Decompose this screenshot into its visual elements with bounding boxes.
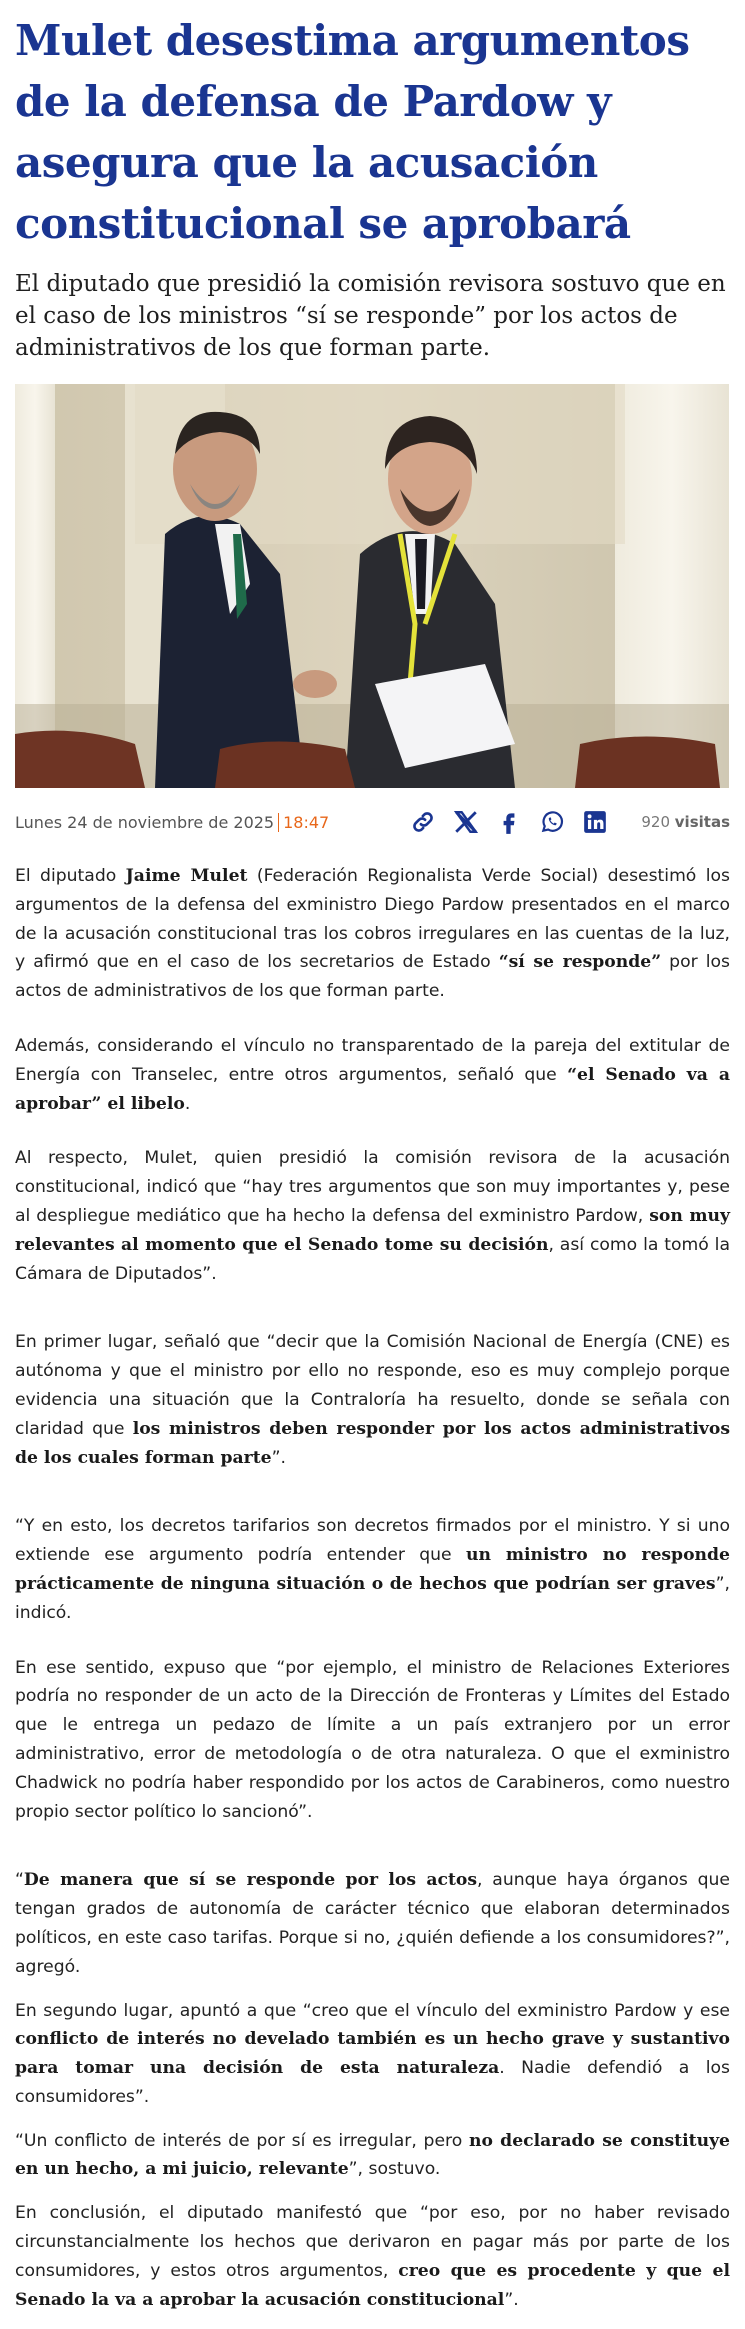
text-run: “ xyxy=(15,1870,24,1891)
article-paragraph xyxy=(15,1328,730,1472)
article-meta xyxy=(15,804,730,840)
visit-counter xyxy=(641,813,730,831)
text-run: El diputado xyxy=(15,866,126,886)
article-paragraph xyxy=(15,862,730,1006)
share-bar xyxy=(394,808,730,836)
article-paragraph xyxy=(15,2127,730,2185)
text-run: ”, sostuvo. xyxy=(348,2159,441,2180)
article-paragraph xyxy=(15,1512,730,1627)
link-icon[interactable] xyxy=(409,808,437,836)
text-run: En primer lugar, señaló que “decir que la Comisión Nacional de Energía (CNE) es autónoma y que el ministro por ello no responde, eso es muy complejo porque evidencia una situación que la Contraloría ha resuelto, donde se señala con claridad que xyxy=(15,1332,730,1439)
bold-text: conflicto de interés no develado también es un hecho grave y sustantivo para tomar una decisión de esta naturaleza xyxy=(15,2029,730,2079)
text-run: Al respecto, Mulet, quien presidió la comisión revisora de la acusación constitucional, indicó que “hay tres argumentos que son muy importantes y, pese al despliegue mediático que ha hecho la defensa del exministro Pardow, xyxy=(15,1148,730,1226)
text-run: . Nadie defendió a los consumidores”. xyxy=(15,2058,730,2107)
text-run: , aunque haya órganos que tengan grados de autonomía de carácter técnico que elaboran determinados políticos, en este caso tarifas. Porque si no, ¿quién defiende a los consumidores?”, agregó. xyxy=(15,1870,730,1977)
publish-date: Lunes 24 de noviembre de 2025 xyxy=(15,812,275,832)
text-run: ”, indicó. xyxy=(15,1573,730,1623)
bold-text: no declarado se constituye en un hecho, a mi juicio, relevante xyxy=(15,2130,730,2180)
text-run: “Y en esto, los decretos tarifarios son decretos firmados por el ministro. Y si uno extiende ese argumento podría entender que xyxy=(15,1516,730,1566)
text-run: En ese sentido, expuso que “por ejemplo, el ministro de Relaciones Exteriores podría no responder de un acto de la Dirección de Fronteras y Límites del Estado que le entrega un pedazo de límite a un país extranjero por un error administrativo, error de metodología o de otra naturaleza. O que el exministro Chadwick no podría haber respondido por los actos de Carabineros, como nuestro propio sector político lo sancionó”. xyxy=(15,1657,730,1822)
text-run: por los actos de administrativos de los que forman parte. xyxy=(15,952,730,1002)
article-body xyxy=(15,862,730,2314)
article-paragraph xyxy=(15,1654,730,1827)
bold-text: Jaime Mulet xyxy=(125,866,248,886)
bold-text: son muy relevantes al momento que el Senado tome su decisión xyxy=(15,1205,730,1255)
bold-text: De manera que sí se responde por los actos xyxy=(23,1870,478,1891)
bold-text: un ministro no responde prácticamente de ninguna situación o de hechos que podrían ser graves xyxy=(15,1545,730,1594)
linkedin-icon[interactable] xyxy=(581,808,609,836)
publish-time: 18:47 xyxy=(278,813,329,832)
article-paragraph xyxy=(15,2199,730,2314)
bold-text: los ministros deben responder por los actos administrativos de los cuales forman parte xyxy=(15,1418,730,1468)
whatsapp-icon[interactable] xyxy=(538,808,566,836)
headline: Mulet desestima argumentos de la defensa de Pardow y asegura que la acusación constitucional se aprobará xyxy=(15,16,690,248)
visit-count: 920 xyxy=(641,813,670,831)
article-photo[interactable] xyxy=(15,384,729,788)
article-paragraph xyxy=(15,1032,730,1118)
text-run: “Un conflicto de interés de por sí es irregular, pero xyxy=(15,2130,469,2151)
x-twitter-icon[interactable] xyxy=(452,808,480,836)
article-paragraph xyxy=(15,1144,730,1288)
text-run: ”. xyxy=(271,1447,286,1468)
visit-label: visitas xyxy=(674,813,730,831)
article-paragraph xyxy=(15,1866,730,1981)
bold-text: “sí se responde” xyxy=(498,952,662,973)
bold-text: “el Senado va a aprobar” el libelo xyxy=(15,1064,730,1114)
article-paragraph xyxy=(15,1997,730,2112)
text-run: (Federación Regionalista Verde Social) desestimó los argumentos de la defensa del exministro Diego Pardow presentados en el marco de la acusación constitucional tras los cobros irregulares en las cuentas de la luz, y afirmó que en el caso de los secretarios de Estado xyxy=(15,866,730,973)
text-run: . xyxy=(184,1093,191,1114)
text-run: En segundo lugar, apuntó a que “creo que el vínculo del exministro Pardow y ese xyxy=(15,2000,730,2021)
text-run: Además, considerando el vínculo no transparentado de la pareja del extitular de Energía con Transelec, entre otros argumentos, señaló que xyxy=(15,1035,730,1085)
subhead: El diputado que presidió la comisión revisora sostuvo que en el caso de los ministros “sí se responde” por los actos de administrativos de los que forman parte. xyxy=(15,271,726,361)
text-run: En conclusión, el diputado manifestó que “por eso, por no haber revisado circunstancialmente los hechos que derivaron en pagar más por parte de los consumidores, y estos otros argumentos, xyxy=(15,2203,730,2281)
publish-info xyxy=(15,813,329,832)
bold-text: creo que es procedente y que el Senado la va a aprobar la acusación constitucional xyxy=(15,2260,730,2310)
text-run: , así como la tomó la Cámara de Diputados”. xyxy=(15,1234,730,1284)
text-run: ”. xyxy=(504,2289,519,2310)
facebook-icon[interactable] xyxy=(495,808,523,836)
